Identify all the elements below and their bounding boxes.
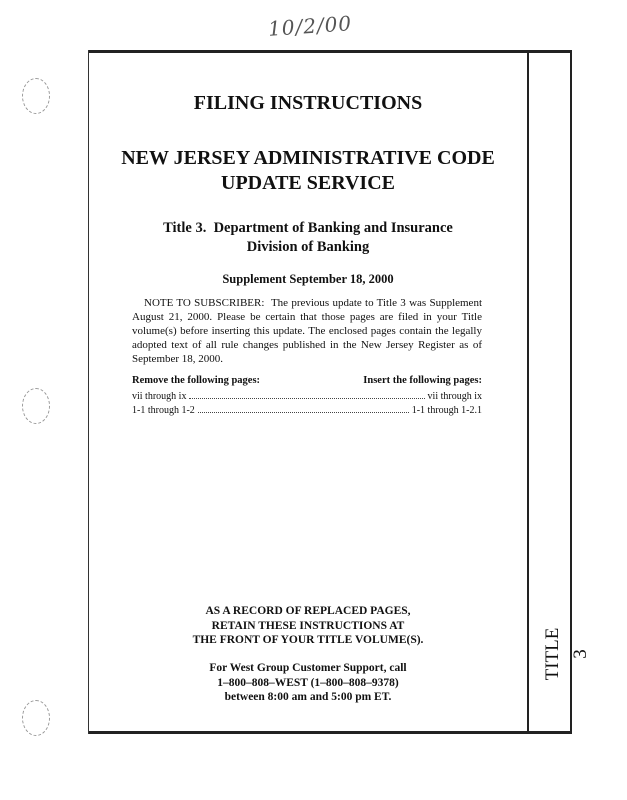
punch-hole-bottom <box>22 700 50 736</box>
record-line-2: RETAIN THESE INSTRUCTIONS AT <box>211 619 405 632</box>
code-title <box>90 146 526 196</box>
customer-support-notice <box>90 661 526 705</box>
title-tab-label: TITLE 3 <box>542 627 591 681</box>
record-line-3: THE FRONT OF YOUR TITLE VOLUME(S). <box>192 634 424 646</box>
record-line-1: AS A RECORD OF REPLACED PAGES, <box>205 605 411 617</box>
insert-pages-header: Insert the following pages: <box>363 375 482 386</box>
note-to-subscriber <box>132 296 482 366</box>
dot-leader <box>198 404 409 413</box>
support-line-2: 1–800–808–WEST (1–800–808–9378) <box>217 676 399 689</box>
record-notice <box>90 604 526 648</box>
page-row <box>132 390 482 402</box>
remove-pages-value: 1-1 through 1-2 <box>132 405 195 416</box>
frame-right-rule <box>570 50 572 734</box>
handwritten-date-annotation: 10/2/00 <box>267 11 353 41</box>
insert-pages-value: vii through ix <box>427 391 482 402</box>
dot-leader <box>189 390 424 399</box>
insert-pages-value: 1-1 through 1-2.1 <box>411 405 482 416</box>
remove-pages-header: Remove the following pages: <box>132 375 261 386</box>
note-text: The previous update to Title 3 was Supplement August 21, 2000. Please be certain that those pages are filed in your Title volume(s) before inserting this update. The enclosed pages contain the legally adopted text of all rule changes published in the New Jersey Register as of September 18, 2000. <box>132 297 482 365</box>
support-line-3: between 8:00 am and 5:00 pm ET. <box>224 691 392 703</box>
frame-top-rule <box>88 50 572 53</box>
support-line-1: For West Group Customer Support, call <box>209 662 407 674</box>
supplement-date: Supplement September 18, 2000 <box>222 272 394 286</box>
tab-divider-rule <box>527 53 529 731</box>
title-subject <box>90 219 526 257</box>
code-title-line-1: NEW JERSEY ADMINISTRATIVE CODE <box>121 147 495 169</box>
title-line-2: Division of Banking <box>246 239 370 255</box>
frame-left-rule <box>88 50 89 734</box>
code-title-line-2: UPDATE SERVICE <box>221 172 395 194</box>
punch-hole-top <box>22 78 50 114</box>
frame-bottom-rule <box>88 731 572 734</box>
remove-pages-value: vii through ix <box>132 391 187 402</box>
punch-hole-middle <box>22 388 50 424</box>
note-label: NOTE TO SUBSCRIBER: <box>144 297 265 309</box>
page-title: FILING INSTRUCTIONS <box>193 92 423 114</box>
page-row <box>132 404 482 416</box>
title-line-1: Title 3. Department of Banking and Insurance <box>163 220 453 236</box>
